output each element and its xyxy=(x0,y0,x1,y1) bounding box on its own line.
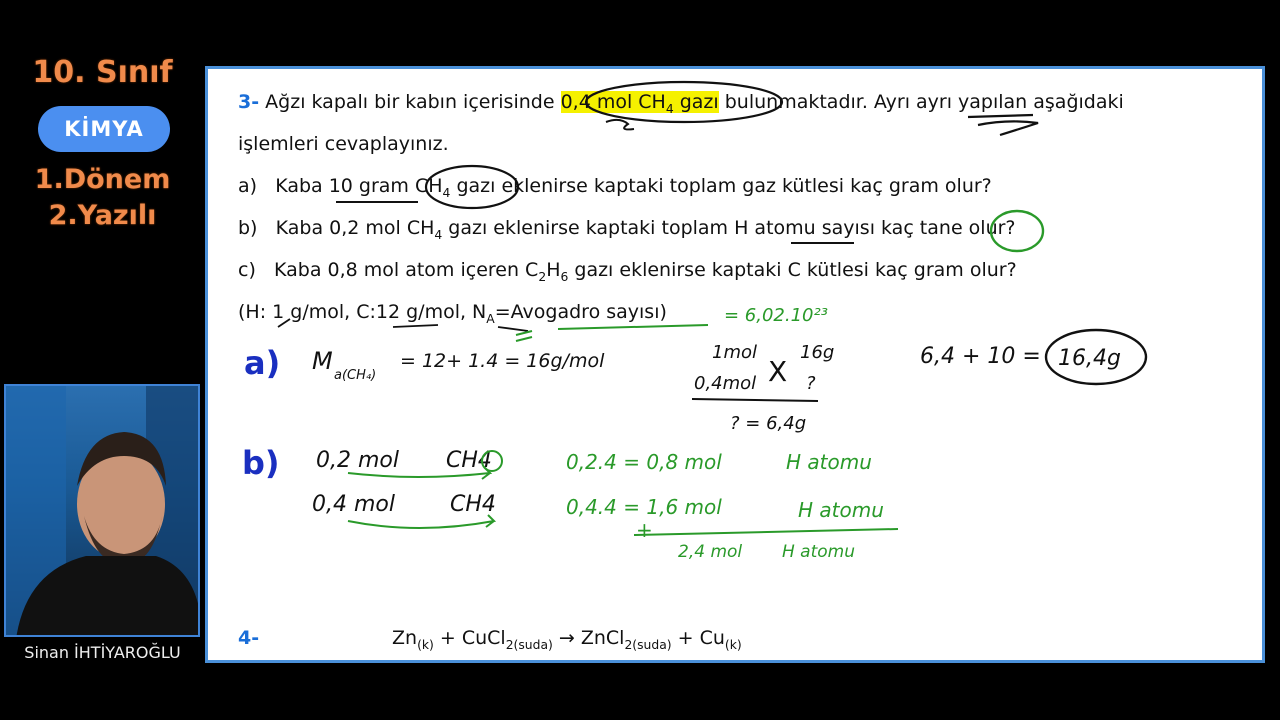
hw-ratio-result: ? = 6,4g xyxy=(730,413,807,434)
handwriting-layer xyxy=(208,69,1262,660)
question-number: 3- xyxy=(238,91,260,113)
hw-b-line1-r: CH4 xyxy=(446,448,492,473)
presenter-webcam xyxy=(4,384,200,637)
underline-avogadro xyxy=(558,325,708,329)
hw-ratio-top-r: 16g xyxy=(800,342,835,363)
question-4-number: 4- xyxy=(238,627,260,649)
part-a: a) Kaba 10 gram $CH_4$ gazı eklenirse kaptaki toplam gaz kütlesi kaç gram olur? xyxy=(238,175,992,200)
term-title: 1.Dönem xyxy=(34,164,171,195)
hw-label-b: b) xyxy=(242,444,280,482)
hw-molar-mass: M xyxy=(312,347,333,375)
hw-ratio-bottom: 0,4mol xyxy=(694,373,757,394)
green-marks-na xyxy=(516,331,532,341)
hw-molar-eq: = 12+ 1.4 = 16g/mol xyxy=(400,350,605,372)
question-line-2: işlemleri cevaplayınız. xyxy=(238,133,449,155)
hw-ratio-line xyxy=(692,399,818,401)
hw-label-a: a) xyxy=(244,344,281,382)
hw-ratio-x: X xyxy=(768,355,788,388)
circle-ch4-gas xyxy=(426,166,518,208)
circle-count xyxy=(991,211,1043,251)
hw-total: 16,4g xyxy=(1058,346,1121,371)
highlighted-amount: 0,4 mol $CH_4$ gazı xyxy=(560,91,719,116)
hw-b-line2-r: CH4 xyxy=(450,492,496,517)
hw-b-calc1: 0,2.4 = 0,8 mol xyxy=(566,450,722,474)
hw-b-calc2-r: H atomu xyxy=(798,498,884,522)
hw-b-total-r: H atomu xyxy=(782,542,856,562)
hw-sum: 6,4 + 10 = xyxy=(920,344,1041,369)
hw-b-calc2: 0,4.4 = 1,6 mol xyxy=(566,495,722,519)
part-b: b) Kaba 0,2 mol $CH_4$ gazı eklenirse kaptaki toplam H atomu sayısı kaç tane olur? xyxy=(238,217,1016,242)
hw-molar-sub: a(CH₄) xyxy=(334,368,377,383)
hw-b-calc1-r: H atomu xyxy=(786,450,872,474)
part-c: c) Kaba 0,8 mol atom içeren $C_2H_6$ gazı eklenirse kaptaki C kütlesi kaç gram olur? xyxy=(238,259,1017,284)
hw-ratio-top: 1mol xyxy=(712,342,757,363)
avogadro-value: = 6,02.10²³ xyxy=(724,305,828,326)
exam-title: 2.Yazılı xyxy=(48,200,157,231)
underline-separately xyxy=(968,115,1038,135)
underline-givens xyxy=(278,319,528,331)
grade-title: 10. Sınıf xyxy=(32,55,173,90)
hw-b-line1-l: 0,2 mol xyxy=(316,448,399,473)
circle-amount xyxy=(586,82,782,122)
reaction-equation: $Zn_{(k)}$ + CuCl$_{2(suda)}$ → ZnCl$_{2(suda)}$ + $Cu_{(k)}$ xyxy=(392,627,742,652)
scribble-amount xyxy=(606,120,634,130)
subject-badge: KİMYA xyxy=(38,106,170,152)
presenter-name: Sinan İHTİYAROĞLU xyxy=(24,643,181,662)
whiteboard xyxy=(205,66,1265,663)
hw-b-plus: + xyxy=(636,518,653,542)
hw-ratio-bottom-r: ? xyxy=(806,373,816,394)
hw-b-total: 2,4 mol xyxy=(678,542,743,562)
hw-b-line2-l: 0,4 mol xyxy=(312,492,395,517)
presenter-silhouette xyxy=(6,386,200,637)
question-text-cont: bulunmaktadır. Ayrı ayrı yapılan aşağıdaki xyxy=(718,91,1124,113)
question-text: Ağzı kapalı bir kabın içerisinde xyxy=(265,91,561,113)
given-data: (H: 1 g/mol, C:12 g/mol, $N_A=Avogadro$ sayısı) xyxy=(238,301,667,326)
hw-b-sum-line xyxy=(634,529,898,535)
